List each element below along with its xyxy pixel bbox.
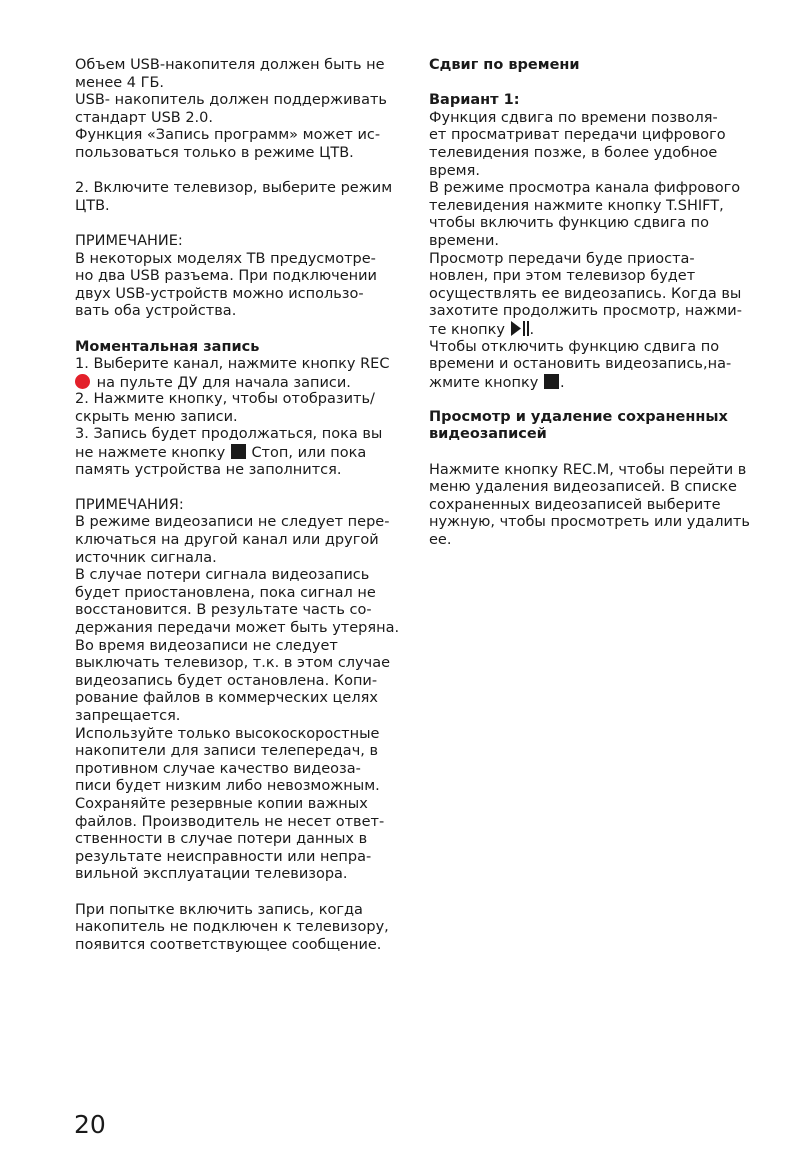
play-pause-icon — [511, 321, 529, 336]
stop-square-icon — [544, 374, 559, 389]
text-fragment: на пульте ДУ для начала записи. — [96, 374, 351, 391]
text-line: захотите продолжить просмотр, нажми- — [429, 303, 742, 320]
text-line: пользоваться только в режиме ЦТВ. — [75, 144, 354, 161]
text-line: В режиме просмотра канала фифрового — [429, 180, 741, 197]
text-line: Функция «Запись программ» может ис- — [75, 127, 381, 144]
note-title: ПРИМЕЧАНИЕ: — [75, 232, 183, 249]
text-line: ключаться на другой канал или другой — [75, 532, 379, 549]
text-line: В режиме видеозаписи не следует пере- — [75, 514, 390, 531]
stop-square-icon — [231, 444, 246, 459]
text-line: писи будет низким либо невозможным. — [75, 778, 380, 795]
text-line: менее 4 ГБ. — [75, 74, 165, 91]
text-line: появится соответствующее сообщение. — [75, 936, 382, 953]
text-line: время. — [429, 162, 480, 179]
text-line: телевидения позже, в более удобное — [429, 144, 718, 161]
text-line: стандарт USB 2.0. — [75, 109, 213, 126]
text-line: сохраненных видеозаписей выберите — [429, 496, 721, 513]
text-line: Нажмите кнопку REC.M, чтобы перейти в — [429, 461, 747, 478]
text-fragment: . — [559, 374, 565, 391]
text-line: скрыть меню записи. — [75, 408, 238, 425]
text-line: вильной эксплуатации телевизора. — [75, 866, 348, 883]
text-line: ЦТВ. — [75, 197, 110, 214]
text-line: ет просматриват передачи цифрового — [429, 127, 726, 144]
text-fragment: жмите кнопку — [429, 374, 539, 391]
text-line: осуществлять ее видеозапись. Когда вы — [429, 285, 742, 302]
text-line: новлен, при этом телевизор будет — [429, 268, 696, 285]
text-line — [75, 444, 405, 462]
text-line: ее. — [429, 532, 452, 549]
text-fragment: не нажмете кнопку — [75, 445, 226, 462]
text-line — [429, 321, 764, 339]
text-line: накопитель не подключен к телевизору, — [75, 919, 389, 936]
text-line: 3. Запись будет продолжаться, пока вы — [75, 426, 383, 443]
text-line: При попытке включить запись, когда — [75, 901, 363, 918]
left-column — [75, 57, 405, 954]
text-line: видеозапись будет остановлена. Копи- — [75, 672, 378, 689]
text-line: нужную, чтобы просмотреть или удалить — [429, 514, 750, 531]
text-line: Сохраняйте резервные копии важных — [75, 795, 368, 812]
text-line: Во время видеозаписи не следует — [75, 637, 338, 654]
text-line: Объем USB-накопителя должен быть не — [75, 57, 385, 73]
text-line: держания передачи может быть утеряна. — [75, 620, 400, 636]
text-line: времени. — [429, 232, 500, 249]
text-line: меню удаления видеозаписей. В списке — [429, 479, 737, 496]
text-line: Функция сдвига по времени позволя- — [429, 109, 718, 126]
text-line: запрещается. — [75, 707, 181, 724]
text-line: Просмотр передачи буде приоста- — [429, 250, 695, 267]
text-line: времени и остановить видеозапись,на- — [429, 356, 732, 373]
text-line: восстановится. В результате часть со- — [75, 602, 372, 619]
text-line: файлов. Производитель не несет ответ- — [75, 813, 385, 830]
text-fragment: . — [529, 321, 535, 338]
right-column — [429, 57, 764, 550]
section-heading: Просмотр и удаление сохраненных — [429, 408, 728, 425]
text-line: USB- накопитель должен поддерживать — [75, 92, 387, 109]
text-line: выключать телевизор, т.к. в этом случае — [75, 655, 391, 672]
text-line: В случае потери сигнала видеозапись — [75, 567, 370, 584]
text-line: двух USB-устройств можно использо- — [75, 285, 364, 302]
section-heading: видеозаписей — [429, 426, 547, 443]
section-heading: Сдвиг по времени — [429, 57, 580, 73]
text-line: но два USB разъема. При подключении — [75, 268, 377, 285]
page-number: 20 — [74, 1110, 106, 1139]
text-line: результате неисправности или непра- — [75, 848, 372, 865]
text-line: рование файлов в коммерческих целях — [75, 690, 378, 707]
text-line: 2. Нажмите кнопку, чтобы отобразить/ — [75, 391, 375, 408]
text-line: будет приостановлена, пока сигнал не — [75, 584, 376, 601]
text-line: противном случае качество видеоза- — [75, 760, 361, 777]
text-fragment: те кнопку — [429, 321, 505, 338]
subsection-heading: Вариант 1: — [429, 92, 520, 109]
text-line: накопители для записи телепередач, в — [75, 743, 379, 760]
text-line: телевидения нажмите кнопку T.SHIFT, — [429, 197, 724, 214]
text-line: Используйте только высокоскоростные — [75, 725, 380, 742]
section-heading: Моментальная запись — [75, 338, 260, 355]
text-line: источник сигнала. — [75, 549, 217, 566]
text-line: 2. Включите телевизор, выберите режим — [75, 180, 393, 197]
note-title: ПРИМЕЧАНИЯ: — [75, 496, 184, 513]
text-line: 1. Выберите канал, нажмите кнопку REC — [75, 356, 390, 373]
text-line: В некоторых моделях ТВ предусмотре- — [75, 250, 376, 267]
text-fragment: Стоп, или пока — [251, 445, 367, 462]
text-line: вать оба устройства. — [75, 303, 237, 320]
text-line: ственности в случае потери данных в — [75, 831, 368, 848]
text-line — [75, 374, 405, 392]
rec-dot-icon — [75, 374, 90, 389]
text-line — [429, 374, 764, 392]
text-line: Чтобы отключить функцию сдвига по — [429, 338, 720, 355]
text-line: чтобы включить функцию сдвига по — [429, 215, 710, 232]
text-line: память устройства не заполнится. — [75, 461, 342, 478]
